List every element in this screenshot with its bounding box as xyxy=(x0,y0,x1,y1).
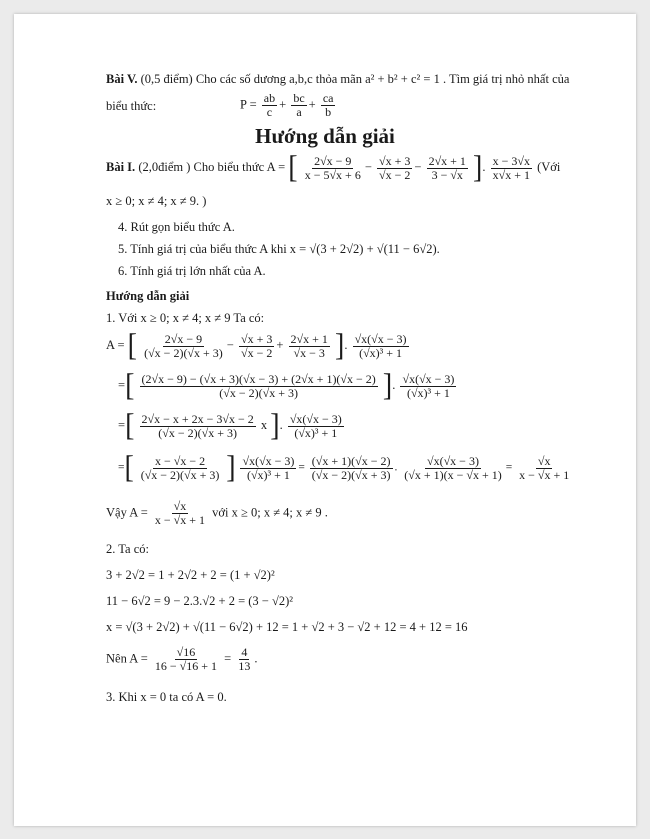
task-5: 5. Tính giá trị của biểu thức A khi x = √(3 + 2√2) + √(11 − 6√2). xyxy=(118,242,440,256)
condition-open: (Với xyxy=(537,159,561,174)
step-4: =[ $\frac{x - √x - 2}{(√x - 2)(√x + 3)}$ ] $\frac{√x(√x - 3)}{\text{(√x)³ + 1}}$ = $\frac{(√x + 1)(√x - 2)}{(√x - 2)(√x + 3)}$ . $\frac{√x(√x - 3)}{(√x + 1)(x - √x + 1)}$ = $\frac{√x}{x - √x + 1}$ xyxy=(118,449,570,486)
step1-frac-c: $\frac{2√x + 1}{√x - 3}$ xyxy=(290,331,328,360)
problem5-label: Bài V. xyxy=(106,72,138,86)
problem1-statement: Bài I. (2,0điểm ) Cho biểu thức A = [ $\frac{2√x - 9}{x - 5√x + 6}$ − $\frac{√x + 3}{√x - 2}$ − $\frac{2√x + 1}{3 - √x}$ ]. $\frac{x - 3√x}{x√x + 1}$ (Với xyxy=(106,149,561,186)
p-lhs: P = xyxy=(240,97,257,112)
part2-line-1: 3 + 2√2 = 1 + 2√2 + 2 = (1 + √2)² xyxy=(106,568,275,582)
part2-line-3: x = √(3 + 2√2) + √(11 − 6√2) + 12 = 1 + √2 + 3 − √2 + 12 = 4 + 12 = 16 xyxy=(106,620,468,634)
part2-line-2: 11 − 6√2 = 9 − 2.3.√2 + 2 = (3 − √2)² xyxy=(106,594,293,608)
step1-frac-a: $\frac{2√x - 9}{(√x - 2)(√x + 3)}$ xyxy=(144,331,223,360)
part2-result-frac: $\frac{√16}{16 - √16 + 1}$ xyxy=(154,645,218,673)
step1-multiplier: $\frac{√x(√x - 3)}{\text{(√x)³ + 1}}$ xyxy=(354,331,407,360)
step-2: =[ $\frac{(2√x - 9) - (√x + 3)(√x - 3) + (2√x + 1)(√x - 2)}{(√x - 2)(√x + 3)}$ ]. $\frac{√x(√x - 3)}{\text{(√x)³ + 1}}$ xyxy=(118,367,455,404)
step3-frac: $\frac{2√x - x + 2x - 3√x - 2}{(√x - 2)(√x + 3)}$ xyxy=(141,411,254,440)
problem1-term1: $\frac{2√x - 9}{x - 5√x + 6}$ xyxy=(304,153,361,182)
problem1-intro: (2,0điểm ) Cho biểu thức xyxy=(138,159,265,174)
guide-heading: Hướng dẫn giải xyxy=(106,289,190,303)
step4-frac: $\frac{x - √x - 2}{(√x - 2)(√x + 3)}$ xyxy=(140,453,220,482)
step-3: =[ $\frac{2√x - x + 2x - 3√x - 2}{(√x - 2)(√x + 3)}$ x ]. $\frac{√x(√x - 3)}{\text{(√x)³ + 1}}$ xyxy=(118,407,342,444)
fraction-bc-a: $\frac{bc}{a}$ xyxy=(293,91,305,119)
step1-frac-b: $\frac{√x + 3}{√x - 2}$ xyxy=(240,331,273,360)
problem1-term3: $\frac{2√x + 1}{3 - √x}$ xyxy=(428,153,466,182)
problem1-multiplier: $\frac{x - 3√x}{x√x + 1}$ xyxy=(492,153,530,182)
conclusion: Vậy A = $\frac{√x}{x - √x + 1}$ với x ≥ 0; x ≠ 4; x ≠ 9 . xyxy=(106,499,328,527)
problem5-expression: P = $\frac{ab}{c}$ + $\frac{bc}{a}$ + $\frac{ca}{b}$ xyxy=(240,91,334,119)
part2-intro: 2. Ta có: xyxy=(106,542,149,556)
conclusion-frac: $\frac{√x}{x - √x + 1}$ xyxy=(154,499,206,527)
left-bracket: [ xyxy=(288,149,298,186)
step2-frac: $\frac{(2√x - 9) - (√x + 3)(√x - 3) + (2√x + 1)(√x - 2)}{(√x - 2)(√x + 3)}$ xyxy=(141,371,376,400)
step4-multiplier: $\frac{√x(√x - 3)}{\text{(√x)³ + 1}}$ xyxy=(242,453,295,482)
problem5-line xyxy=(106,72,569,87)
a-lhs: A = xyxy=(266,159,286,174)
fraction-ca-b: $\frac{ca}{b}$ xyxy=(322,91,334,119)
problem1-label: Bài I. xyxy=(106,159,136,174)
problem5-intro: (0,5 điểm) Cho các số dương a,b,c thỏa mãn a² + b² + c² = 1 . Tìm giá trị nhỏ nhất của xyxy=(140,72,570,86)
problem1-term2: $\frac{√x + 3}{√x - 2}$ xyxy=(379,153,411,182)
solution-title: Hướng dẫn giải xyxy=(255,124,395,148)
right-bracket: ] xyxy=(473,149,483,186)
part1-intro: 1. Với x ≥ 0; x ≠ 4; x ≠ 9 Ta có: xyxy=(106,311,265,325)
step4-result: $\frac{√x}{x - √x + 1}$ xyxy=(519,453,570,482)
step4-product-b: $\frac{√x(√x - 3)}{(√x + 1)(x - √x + 1)}$ xyxy=(404,453,502,482)
document-page xyxy=(14,14,636,826)
step-1: A = [ $\frac{2√x - 9}{(√x - 2)(√x + 3)}$ − $\frac{√x + 3}{√x - 2}$ + $\frac{2√x + 1}{√x - 3}$ ]. $\frac{√x(√x - 3)}{\text{(√x)³ + 1}}$ xyxy=(106,327,407,364)
step4-product-a: $\frac{(√x + 1)(√x - 2)}{(√x - 2)(√x + 3)}$ xyxy=(311,453,391,482)
fraction-ab-c: $\frac{ab}{c}$ xyxy=(263,91,276,119)
problem5-expr-label: biểu thức: xyxy=(106,99,157,113)
problem1-conditions: x ≥ 0; x ≠ 4; x ≠ 9. ) xyxy=(106,194,207,208)
step3-multiplier: $\frac{√x(√x - 3)}{\text{(√x)³ + 1}}$ xyxy=(289,411,342,440)
task-4: 4. Rút gọn biểu thức A. xyxy=(118,220,235,234)
part2-result: Nên A = $\frac{√16}{16 - √16 + 1}$ = $\frac{4}{13}$ . xyxy=(106,645,258,673)
part2-result-value: $\frac{4}{13}$ xyxy=(238,645,251,673)
step2-multiplier: $\frac{√x(√x - 3)}{\text{(√x)³ + 1}}$ xyxy=(402,371,455,400)
part3: 3. Khi x = 0 ta có A = 0. xyxy=(106,690,227,704)
task-6: 6. Tính giá trị lớn nhất của A. xyxy=(118,264,266,278)
